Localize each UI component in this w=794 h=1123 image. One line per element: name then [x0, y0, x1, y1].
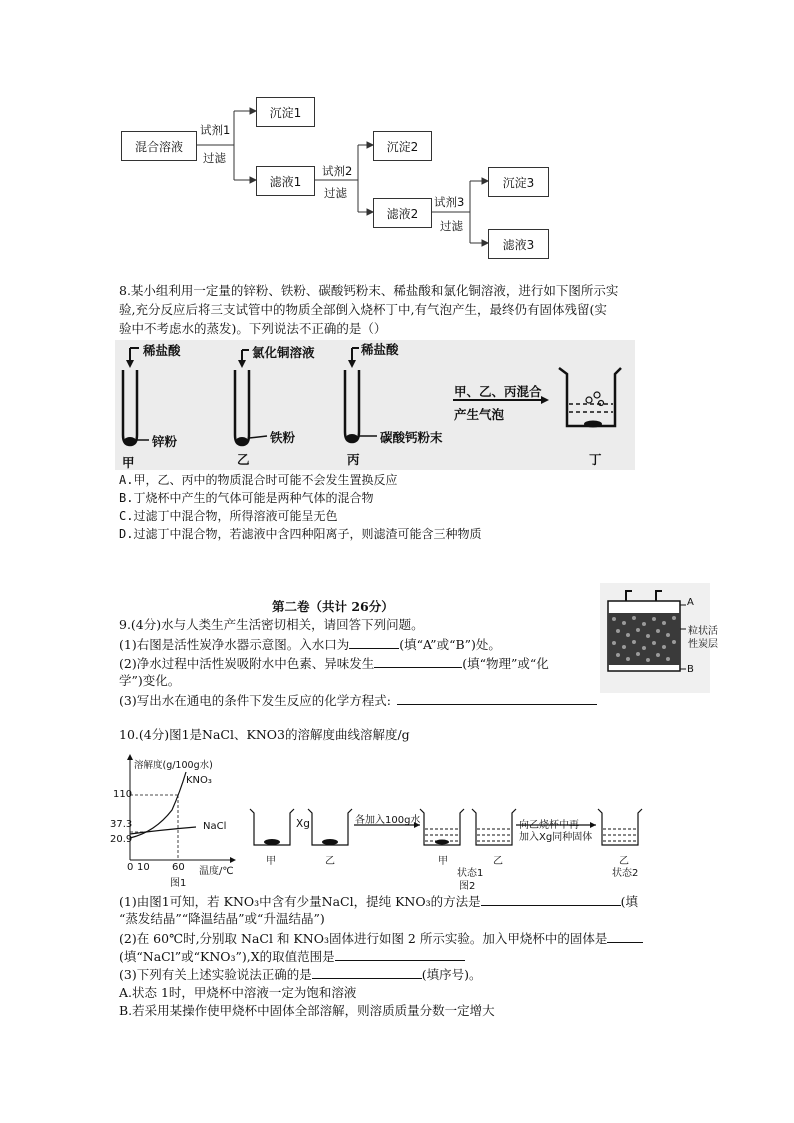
mix-arrow-bottom-label: 产生气泡: [454, 407, 505, 422]
tube2-name: 乙: [237, 452, 250, 467]
fig1-y209: 20.9: [110, 834, 133, 845]
calcium-carbonate-powder: [346, 434, 358, 442]
q10-answer4-blank[interactable]: [312, 965, 422, 979]
q10-p1-prefix: (1)由图1可知，若 KNO₃中含有少量NaCl，提纯 KNO₃的方法是: [119, 894, 481, 909]
purifier-label-a: A: [687, 597, 694, 608]
filtrate2-label: 滤液2: [386, 206, 419, 221]
q10-line1: 10.(4分)图1是NaCl、KNO3的溶解度曲线溶解度/g: [119, 727, 410, 742]
tube3-top-label: 稀盐酸: [361, 342, 399, 357]
residue-solid: [584, 421, 602, 428]
q10-p2-line2: [119, 947, 465, 966]
q9-line1: 9.(4分)水与人类生产生活密切相关，请回答下列问题。: [119, 617, 424, 632]
fig1-nacl-label: NaCl: [203, 821, 227, 832]
fig1-caption: 图1: [170, 878, 187, 889]
fig1-xlabel: 温度/℃: [199, 866, 234, 877]
q8-figure-background: [115, 340, 635, 470]
fig1-ylabel: 溶解度(g/100g水): [134, 760, 213, 771]
fig2-state2-yi-label: 乙: [619, 856, 629, 867]
precipitate1-label: 沉淀1: [269, 105, 302, 120]
fig1-y110: 110: [113, 789, 133, 800]
q10-p2-line1: [119, 929, 643, 948]
reagent1-label: 试剂1: [200, 123, 231, 137]
fig2-beaker-yi-label: 乙: [325, 856, 335, 867]
q9-line2-suffix: (填“A”或“B”)处。: [399, 637, 501, 652]
tube2-bottom-label: 铁粉: [270, 430, 296, 445]
q10-p1-line2: “蒸发结晶”“降温结晶”或“升温结晶”): [119, 911, 325, 926]
beaker-ding-name: 丁: [589, 452, 602, 467]
filter1-label: 过滤: [203, 151, 226, 165]
filter3-label: 过滤: [440, 219, 463, 233]
q10-answer1-blank[interactable]: [481, 892, 621, 906]
q9-answer2-blank[interactable]: [374, 654, 462, 668]
reagent2-label: 试剂2: [322, 164, 353, 178]
precipitate2-label: 沉淀2: [386, 139, 419, 154]
fig2-state1-jia-label: 甲: [438, 856, 448, 867]
q10-p2-text: (填“NaCl”或“KNO₃”),X的取值范围是: [119, 949, 335, 964]
precipitate1-box: [256, 97, 315, 127]
tube1-top-label: 稀盐酸: [143, 343, 181, 358]
q10-option-b: B.若采用某操作使甲烧杯中固体全部溶解，则溶质质量分数一定增大: [119, 1003, 495, 1018]
q8-line2: 验,充分反应后将三支试管中的物质全部倒入烧杯丁中,有气泡产生，最终仍有固体残留(实: [119, 302, 607, 317]
fig2-state1-yi-label: 乙: [493, 856, 503, 867]
q9-line5-text: (3)写出水在通电的条件下发生反应的化学方程式:: [119, 693, 391, 708]
q9-line3-suffix: (填“物理”或“化: [462, 656, 549, 671]
q10-p3-prefix: (3)下列有关上述实验说法正确的是: [119, 967, 312, 982]
nacl-curve: [130, 827, 196, 834]
q10-p3-suffix: (填序号)。: [421, 967, 482, 982]
tube1-bottom-label: 锌粉: [152, 434, 178, 449]
fig2-caption: 图2: [459, 881, 476, 892]
precipitate3-box: [488, 167, 549, 197]
fig2-state2-label: 状态2: [612, 868, 639, 879]
q9-line2-prefix: (1)右图是活性炭净水器示意图。入水口为: [119, 637, 350, 652]
fig2-xg-label: Xg: [296, 818, 310, 830]
zinc-powder: [124, 437, 136, 445]
q8-line1: 8.某小组利用一定量的锌粉、铁粉、碳酸钙粉末、稀盐酸和氯化铜溶液，进行如下图所示实: [119, 283, 619, 298]
q10-answer2-blank[interactable]: [607, 929, 643, 943]
q10-option-a: A.状态 1时，甲烧杯中溶液一定为饱和溶液: [119, 985, 357, 1000]
filtrate3-label: 滤液3: [502, 237, 535, 252]
q10-p3-line: [119, 965, 481, 984]
beaker-state1-yi: [472, 809, 516, 845]
beaker-state2-yi: [598, 809, 642, 845]
q10-p1-line1: [119, 892, 638, 911]
q9-line2: [119, 635, 501, 654]
fig2-arrow2-label2: 加入Xg同种固体: [519, 832, 593, 843]
fig1-x0: 0: [127, 862, 134, 873]
q9-line5: [119, 691, 597, 710]
precipitate3-label: 沉淀3: [502, 175, 535, 190]
q10-p1-suffix: (填: [620, 894, 639, 909]
q9-line4: 学”)变化。: [119, 673, 181, 688]
q9-line3: [119, 654, 549, 673]
filtrate1-label: 滤液1: [269, 174, 302, 189]
q9-line3-prefix: (2)净水过程中活性炭吸附水中色素、异味发生: [119, 656, 375, 671]
filtrate3-box: [488, 229, 549, 259]
q9-answer1-blank[interactable]: [349, 635, 399, 649]
tube3-bottom-label: 碳酸钙粉末: [380, 430, 443, 445]
filtrate1-box: [256, 166, 315, 196]
fig1-x60: 60: [172, 862, 185, 873]
filter2-label: 过滤: [324, 186, 347, 200]
mixed-solution-box: [121, 131, 197, 161]
purifier-layer-label-1: 粒状活: [688, 626, 718, 637]
q9-answer3-blank[interactable]: [397, 691, 597, 705]
mixed-solution-label: 混合溶液: [134, 139, 183, 154]
q10-answer3-blank[interactable]: [335, 947, 465, 961]
q10-p2-prefix: (2)在 60℃时,分别取 NaCl 和 KNO₃固体进行如图 2 所示实验。加入甲烧杯中的固体是: [119, 931, 608, 946]
fig2-state1-label: 状态1: [457, 868, 484, 879]
q8-line3: 验中不考虑水的蒸发)。下列说法不正确的是（）: [119, 321, 387, 336]
reagent3-label: 试剂3: [434, 195, 465, 209]
tube1-name: 甲: [122, 455, 135, 470]
fig2-arrow1-label: 各加入100g水: [355, 815, 421, 826]
precipitate2-box: [373, 131, 432, 161]
q8-option-a: A.甲，乙、丙中的物质混合时可能不会发生置换反应: [119, 473, 398, 487]
fig2-beaker-jia-label: 甲: [266, 856, 276, 867]
iron-powder: [236, 437, 248, 445]
mix-arrow-top-label: 甲、乙、丙混合: [454, 384, 542, 399]
q8-experiment-figure: [115, 340, 635, 470]
purifier-layer-label-2: 性炭层: [688, 639, 718, 650]
q8-option-c: C.过滤丁中混合物，所得溶液可能呈无色: [119, 509, 338, 523]
fig1-x10: 10: [137, 862, 150, 873]
tube3-name: 丙: [347, 452, 360, 467]
fig2-arrow2-label1: 向乙烧杯中再: [519, 820, 579, 831]
section2-title: 第二卷（共计 26分）: [272, 599, 394, 614]
purifier-label-b: B: [687, 664, 694, 675]
tube2-top-label: 氯化铜溶液: [252, 345, 315, 360]
fig1-y373: 37.3: [110, 819, 133, 830]
fig1-kno3-label: KNO₃: [186, 775, 212, 786]
q8-option-d: D.过滤丁中混合物，若滤液中含四种阳离子，则滤渣可能含三种物质: [119, 527, 482, 541]
q8-option-b: B.丁烧杯中产生的气体可能是两种气体的混合物: [119, 491, 374, 505]
filtrate2-box: [373, 198, 432, 228]
